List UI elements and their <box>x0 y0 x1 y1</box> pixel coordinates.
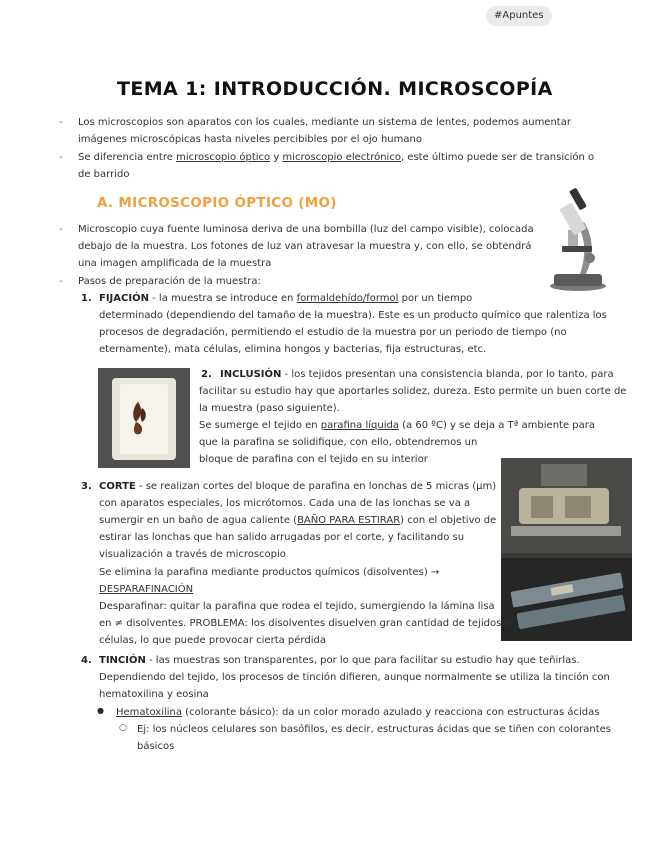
mo-line: debajo de la muestra. Los fotones de luz van atravesar la muestra y, con ello, se obtendrá <box>78 241 532 252</box>
link-microscopio-electronico[interactable]: microscopio electrónico <box>282 152 401 163</box>
step-fijacion: FIJACIÓN - la muestra se introduce en formaldehído/formol por un tiempo <box>99 293 473 304</box>
example-line: básicos <box>137 741 175 752</box>
microtome-image <box>501 458 632 641</box>
link-hematoxilina[interactable]: Hematoxilina <box>116 707 182 718</box>
intro-line: Se diferencia entre microscopio óptico y microscopio electrónico, este último puede ser de transición o <box>78 152 595 163</box>
step-line: bloque de parafina con el tejido en su interior <box>199 454 428 465</box>
step-number: 3. <box>81 481 92 492</box>
step-line: sumergir en un baño de agua caliente (BAÑO PARA ESTIRAR) con el objetivo de <box>99 515 497 526</box>
step-line: determinado (dependiendo del tamaño de la muestra). Este es un producto químico que ralentiza los <box>99 310 607 321</box>
link-formol[interactable]: formaldehído/formol <box>296 293 399 304</box>
step-line: Se elimina la parafina mediante productos químicos (disolventes) → <box>99 567 440 578</box>
step-line: la muestra (paso siguiente). <box>199 403 340 414</box>
step-line: hematoxilina y eosina <box>99 689 209 700</box>
link-desparafinacion[interactable]: DESPARAFINACIÓN <box>99 584 194 595</box>
microscope-image <box>548 186 608 292</box>
step-line: células, lo que puede provocar cierta pérdida <box>99 635 326 646</box>
step-line: en ≠ disolventes. PROBLEMA: los disolventes disuelven gran cantidad de tejidos o <box>99 618 511 629</box>
bullet-dash: - <box>59 224 63 235</box>
bullet-dash: - <box>59 276 63 287</box>
hematoxilina-line: Hematoxilina (colorante básico): da un color morado azulado y reacciona con estructuras ácidas <box>116 707 600 718</box>
intro-line: Los microscopios son aparatos con los cuales, mediante un sistema de lentes, podemos aumentar <box>78 117 571 128</box>
step-line: estirar las lonchas que han salido arrugadas por el corte, y facilitando su <box>99 532 465 543</box>
step-tincion: TINCIÓN - las muestras son transparentes, por lo que para facilitar su estudio hay que teñirlas. <box>99 655 580 666</box>
step-inclusion: INCLUSIÓN - los tejidos presentan una consistencia blanda, por lo tanto, para <box>220 369 614 380</box>
intro-line: de barrido <box>78 169 130 180</box>
step-line: con aparatos especiales, los micrótomos. Cada una de las lonchas se va a <box>99 498 471 509</box>
step-number: 4. <box>81 655 92 666</box>
step-line: que la parafina se solidifique, con ello, obtendremos un <box>199 437 478 448</box>
intro-line: imágenes microscópicas hasta niveles percibibles por el ojo humano <box>78 134 422 145</box>
tag-chip[interactable]: #Apuntes <box>486 6 552 26</box>
mo-line: una imagen amplificada de la muestra <box>78 258 272 269</box>
bullet-dash: - <box>59 152 63 163</box>
example-line: Ej: los núcleos celulares son basófilos, es decir, estructuras ácidas que se tiñen con colorantes <box>137 724 611 735</box>
step-line: eternamente), mata células, elimina hongos y bacterias, fija estructuras, etc. <box>99 344 487 355</box>
step-line: Se sumerge el tejido en parafina líquida (a 60 ºC) y se deja a Tª ambiente para <box>199 420 595 431</box>
mo-line: Pasos de preparación de la muestra: <box>78 276 261 287</box>
bullet-dash: - <box>59 117 63 128</box>
step-line: facilitar su estudio hay que aportarles solidez, dureza. Esto permite un buen corte de <box>199 386 627 397</box>
link-microscopio-optico[interactable]: microscopio óptico <box>176 152 271 163</box>
paraffin-block-image <box>98 368 190 468</box>
link-bano-para-estirar[interactable]: BAÑO PARA ESTIRAR <box>297 515 401 526</box>
section-heading: A. MICROSCOPIO ÓPTICO (MO) <box>97 195 337 211</box>
step-number: 2. <box>201 369 212 380</box>
link-parafina[interactable]: parafina líquida <box>320 420 399 431</box>
step-line: Desparafinar: quitar la parafina que rodea el tejido, sumergiendo la lámina lisa <box>99 601 495 612</box>
step-number: 1. <box>81 293 92 304</box>
step-line: procesos de degradación, permitiendo el estudio de la muestra por un periodo de tiempo (no <box>99 327 567 338</box>
page-title: TEMA 1: INTRODUCCIÓN. MICROSCOPÍA <box>117 78 553 100</box>
bullet-circle: ○ <box>119 723 127 733</box>
step-corte: CORTE - se realizan cortes del bloque de parafina en lonchas de 5 micras (µm) <box>99 481 497 492</box>
mo-line: Microscopio cuya fuente luminosa deriva de una bombilla (luz del campo visible), colocada <box>78 224 534 235</box>
step-line: Dependiendo del tejido, los procesos de tinción difieren, aunque normalmente se utiliza la tinción con <box>99 672 610 683</box>
bullet-dot: ● <box>97 706 104 715</box>
step-line: visualización a través de microscopio <box>99 549 286 560</box>
